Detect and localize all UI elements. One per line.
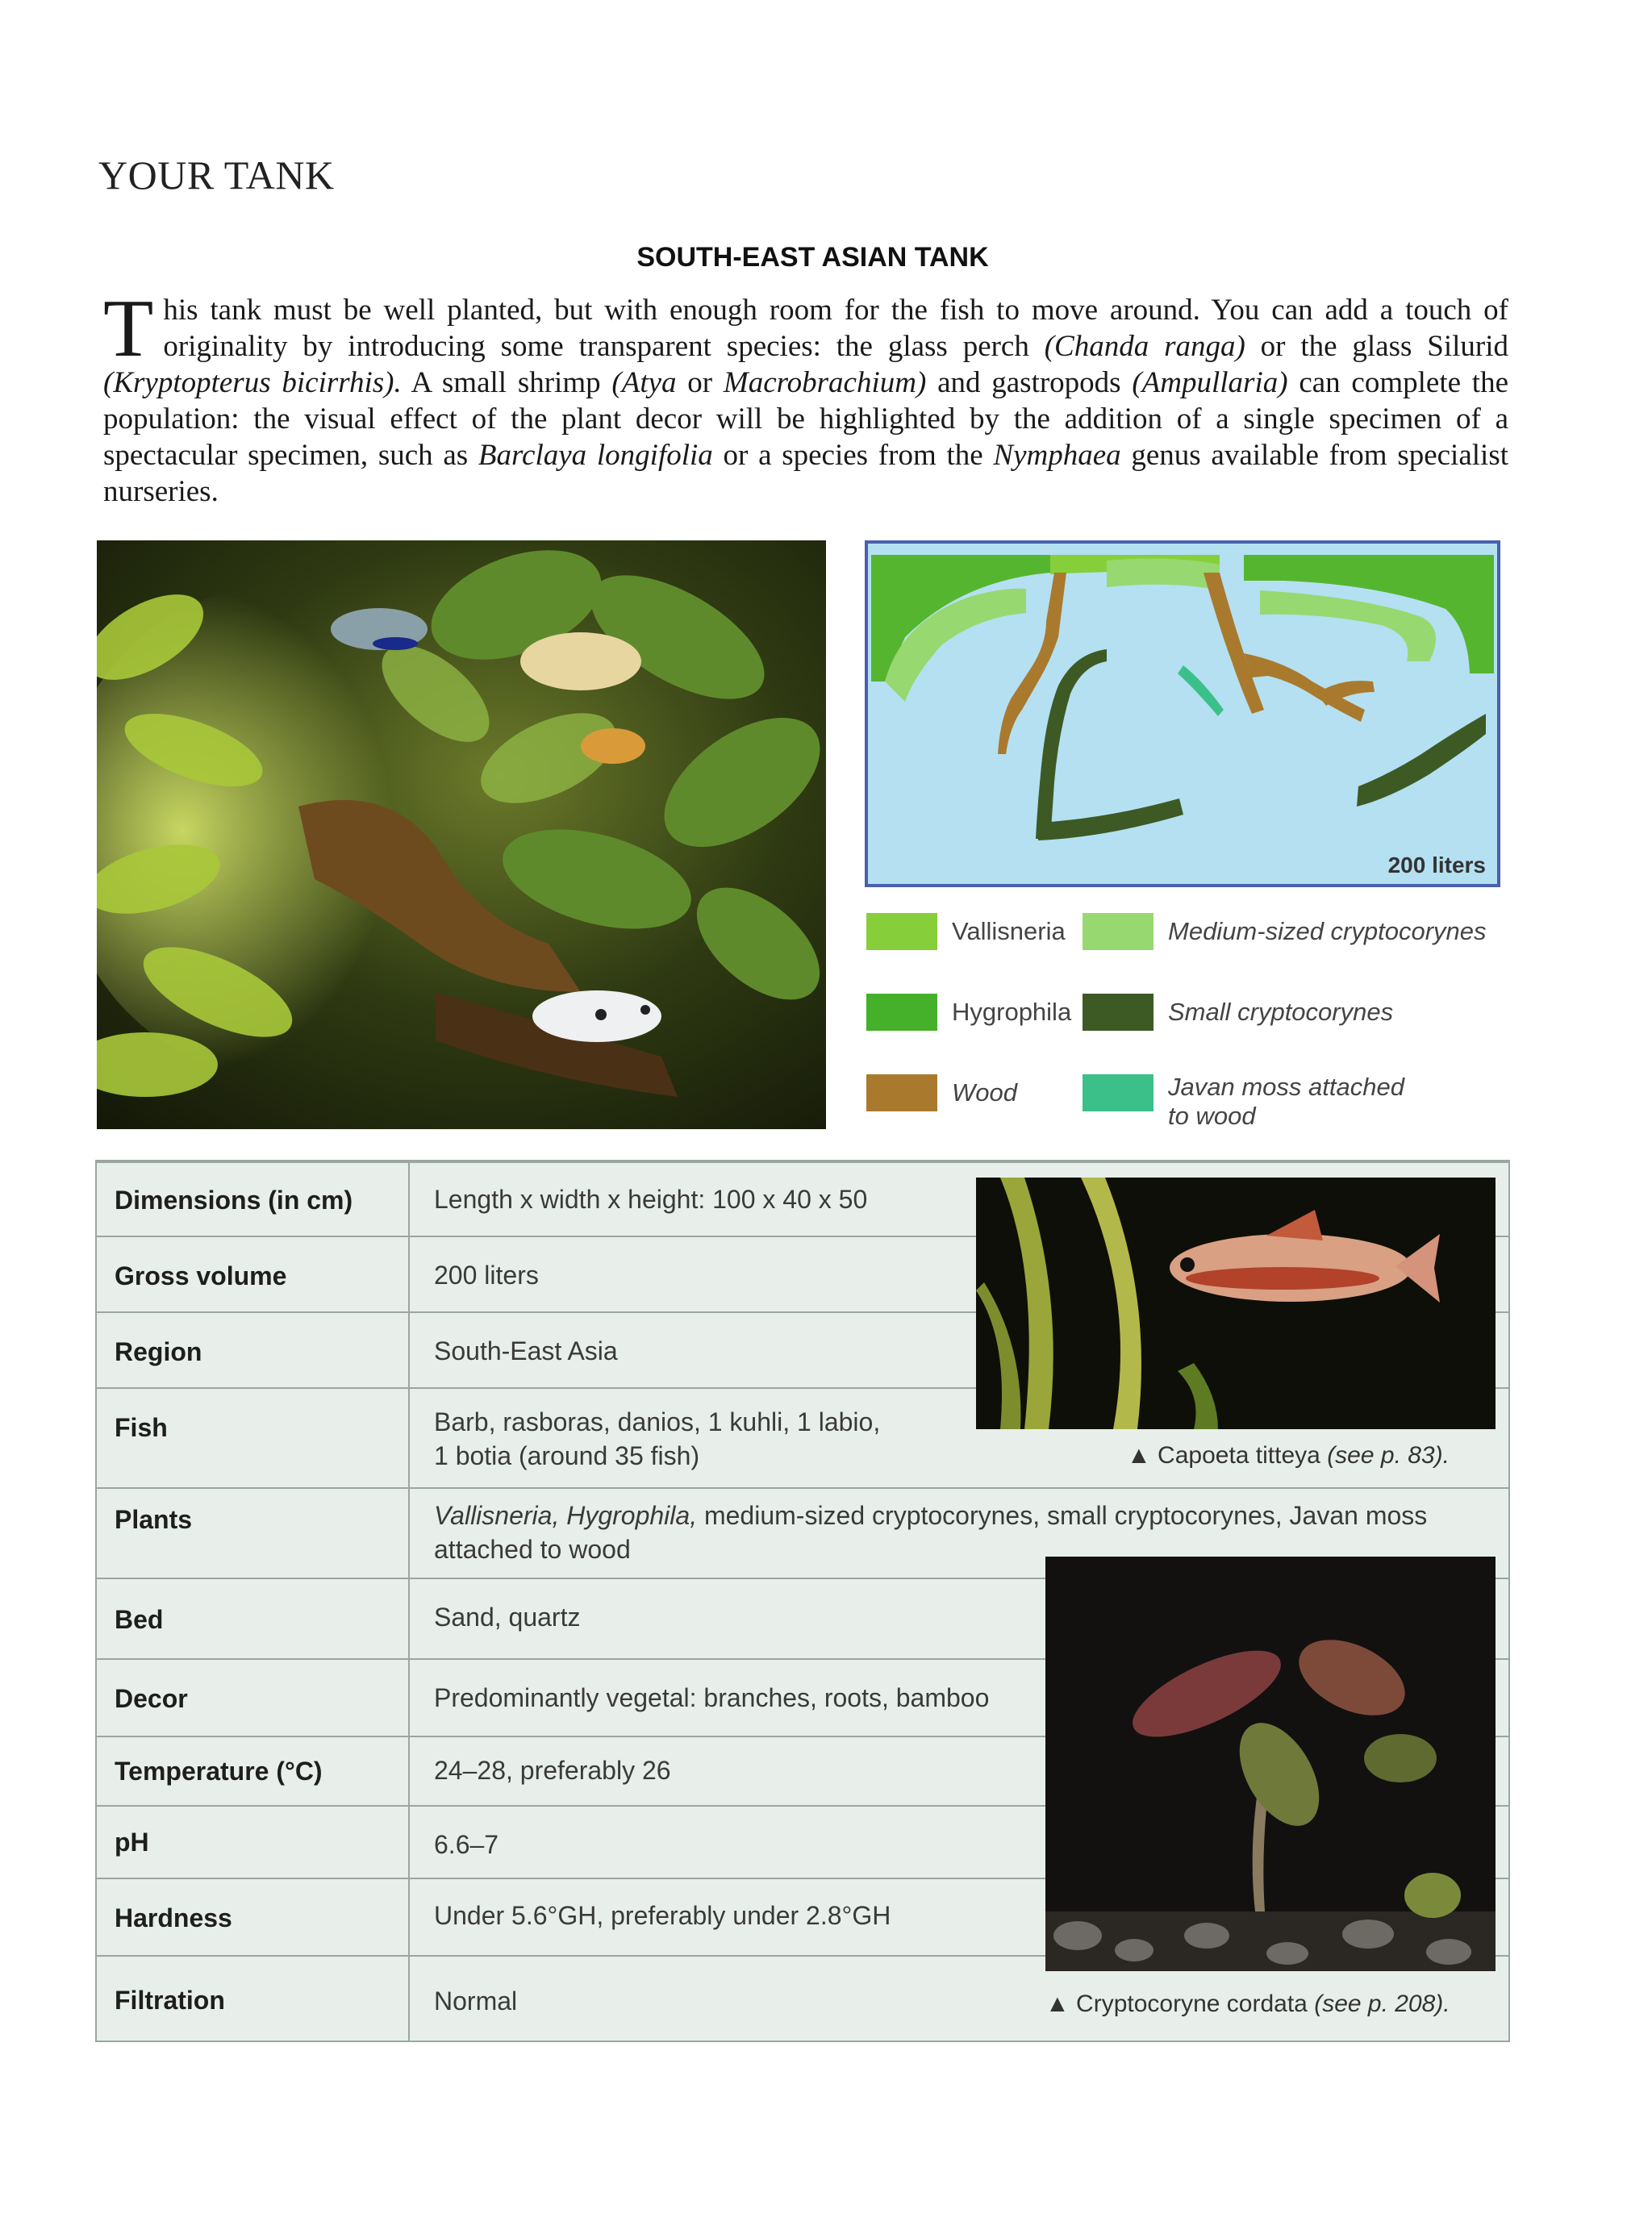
row-value-line: Barb, rasboras, danios, 1 kuhli, 1 labio, xyxy=(434,1407,881,1436)
legend-swatch xyxy=(1083,994,1153,1031)
caption-ref: (see p. 83). xyxy=(1327,1442,1450,1469)
intro-species: Nymphaea xyxy=(993,439,1121,472)
legend-label: Medium-sized cryptocorynes xyxy=(1168,917,1487,945)
row-label: Region xyxy=(115,1337,202,1366)
row-label: Filtration xyxy=(115,1986,225,2015)
intro-text: A small shrimp xyxy=(401,366,612,399)
legend-swatch xyxy=(1083,913,1153,950)
planting-diagram xyxy=(865,540,1500,887)
row-value-line xyxy=(434,1499,1483,1532)
legend-swatch xyxy=(866,1074,937,1111)
legend-label: Vallisneria xyxy=(952,917,1066,945)
intro-paragraph xyxy=(103,283,1509,510)
plants-italic: Vallisneria, Hygrophila, xyxy=(434,1501,698,1530)
intro-text: or the glass Silurid xyxy=(1245,330,1508,363)
section-title: SOUTH-EAST ASIAN TANK xyxy=(636,242,989,273)
intro-text: or xyxy=(676,366,724,399)
row-value: Sand, quartz xyxy=(434,1603,581,1632)
legend-swatch xyxy=(866,913,937,950)
plants-text: medium-sized cryptocorynes, small cryptocorynes, Javan moss xyxy=(697,1501,1428,1530)
diagram-volume-label: 200 liters xyxy=(1387,853,1486,878)
row-value: Predominantly vegetal: branches, roots, bamboo xyxy=(434,1683,990,1712)
row-value: 200 liters xyxy=(434,1261,539,1290)
row-label: Bed xyxy=(115,1605,164,1634)
row-label: Temperature (°C) xyxy=(115,1757,323,1786)
caption-name: Cryptocoryne cordata xyxy=(1076,1991,1308,2017)
fish-photo xyxy=(976,1178,1496,1429)
intro-species: (Chanda ranga) xyxy=(1044,330,1245,363)
row-value: Length x width x height: 100 x 40 x 50 xyxy=(434,1185,868,1214)
page-heading: YOUR TANK xyxy=(98,152,335,198)
intro-text: genus available from specialist nurseries. xyxy=(103,439,1509,508)
row-label: Hardness xyxy=(115,1903,232,1932)
row-value: South-East Asia xyxy=(434,1336,618,1365)
caption-marker: ▲ xyxy=(1045,1991,1070,2017)
row-value: 24–28, preferably 26 xyxy=(434,1756,671,1785)
caption-marker: ▲ xyxy=(1127,1442,1151,1469)
row-value xyxy=(434,1405,880,1473)
row-label: Dimensions (in cm) xyxy=(115,1186,353,1215)
legend-label-cont: to wood xyxy=(1168,1102,1256,1130)
drop-cap: T xyxy=(103,283,154,374)
plant-photo xyxy=(1045,1557,1496,1971)
intro-text: can complete the population: the visual effect of the plant decor will be highlighted by the addition of a single specimen of a spectacular specimen, such as xyxy=(103,366,1509,472)
intro-text: or a species from the xyxy=(712,439,994,472)
legend-swatch xyxy=(1083,1074,1153,1111)
intro-species: Macrobrachium) xyxy=(723,366,927,399)
row-label: Plants xyxy=(115,1505,193,1534)
legend-label: Hygrophila xyxy=(952,998,1072,1026)
intro-species: Barclaya longifolia xyxy=(478,439,713,472)
aquarium-photo xyxy=(97,540,826,1129)
row-label: Gross volume xyxy=(115,1261,287,1290)
row-label: Fish xyxy=(115,1413,168,1442)
legend-swatch xyxy=(866,994,937,1031)
intro-species: (Kryptopterus bicirrhis). xyxy=(103,366,402,399)
legend-label: Small cryptocorynes xyxy=(1168,998,1394,1026)
row-value: 6.6–7 xyxy=(434,1830,499,1859)
row-value-line: 1 botia (around 35 fish) xyxy=(434,1441,700,1470)
row-value-line: attached to wood xyxy=(434,1535,631,1564)
row-label: Decor xyxy=(115,1684,188,1713)
tank-spec-table xyxy=(95,1160,1510,2042)
fish-caption xyxy=(1127,1442,1450,1470)
row-value: Under 5.6°GH, preferably under 2.8°GH xyxy=(434,1901,891,1930)
plant-caption xyxy=(1045,1991,1450,2018)
intro-text: and gastropods xyxy=(926,366,1133,399)
caption-name: Capoeta titteya xyxy=(1158,1442,1320,1469)
intro-species: (Atya xyxy=(611,366,677,399)
legend-label: Wood xyxy=(952,1078,1017,1107)
intro-text: his tank must be well planted, but with enough room for the fish to move around. You can add a touch of originality by introducing some transparent species: the glass perch xyxy=(163,294,1508,363)
row-value: Normal xyxy=(434,1986,518,2016)
row-label: pH xyxy=(115,1828,149,1857)
intro-species: (Ampullaria) xyxy=(1132,366,1288,399)
legend-label: Javan moss attached xyxy=(1168,1073,1404,1101)
caption-ref: (see p. 208). xyxy=(1314,1991,1450,2017)
